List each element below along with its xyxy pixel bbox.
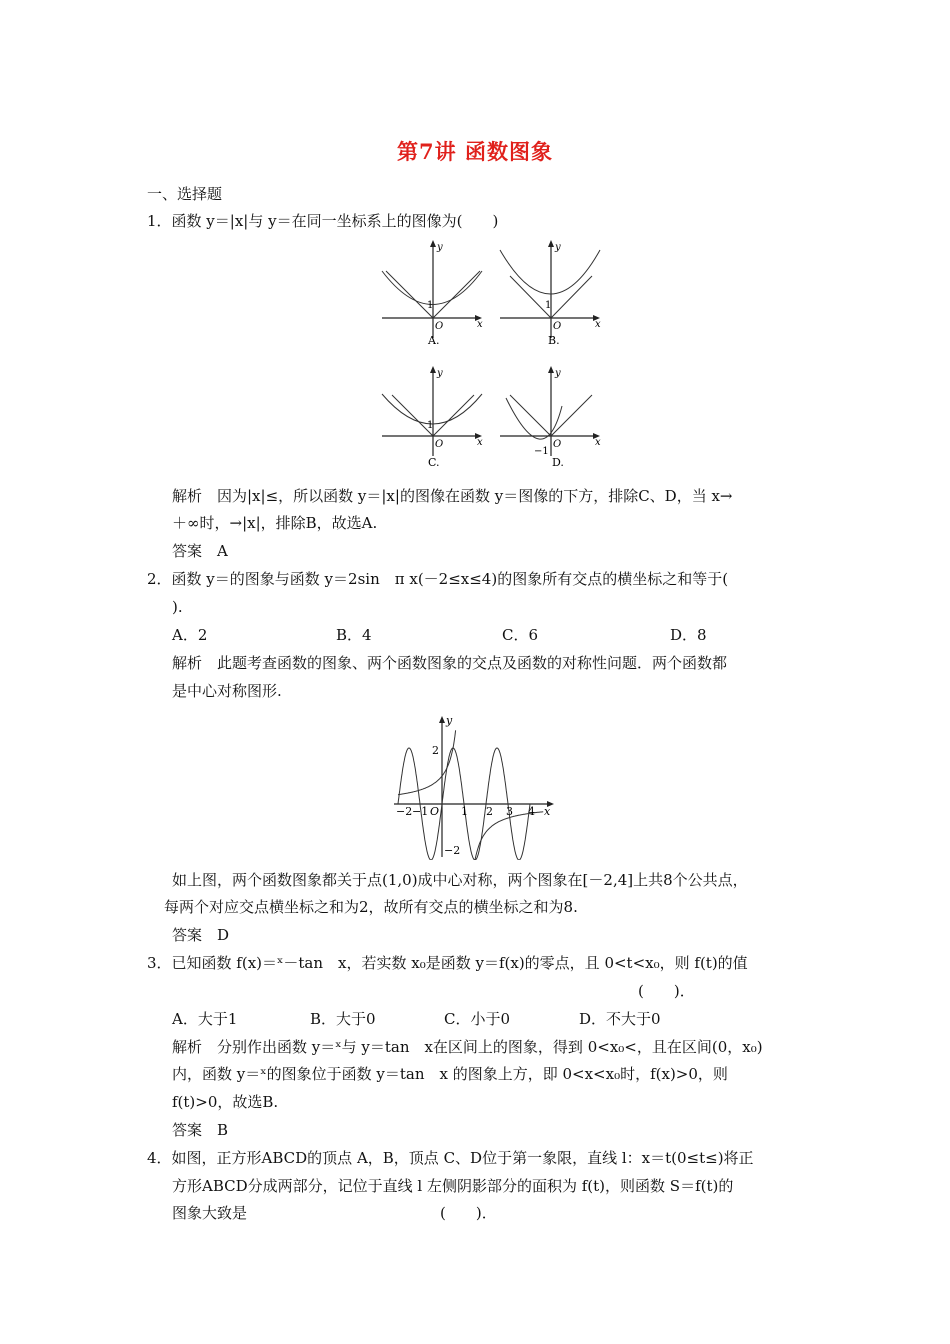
tick-label-neg2: −2: [444, 844, 461, 857]
q2-graph: [392, 712, 562, 860]
q1-graph-c: [378, 358, 488, 468]
q2-stem-line1: 2．函数 y＝的图象与函数 y＝2sin π x(－2≤x≤4)的图象所有交点的横坐标之和等于(: [147, 570, 729, 588]
page-title: 第7讲 函数图象: [397, 139, 553, 164]
x-tick-3: 3: [506, 805, 513, 818]
y-axis-label: y: [555, 242, 561, 253]
q2-option-c: C．6: [502, 626, 539, 644]
option-label: B.: [548, 334, 560, 347]
q3-stem-line2: ( )．: [638, 982, 695, 1000]
q1-analysis-line2: ＋∞时，→|x|，排除B，故选A.: [172, 514, 378, 532]
q2-analysis-line1: 解析 此题考查函数的图象、两个函数图象的交点及函数的对称性问题．两个函数都: [172, 654, 728, 672]
x-tick-2: 2: [486, 805, 493, 818]
origin-label: O: [435, 321, 444, 332]
q4-stem-line1: 4．如图，正方形ABCD的顶点 A，B，顶点 C、D位于第一象限，直线 l：x＝t(0≤t≤)将正: [147, 1149, 754, 1167]
x-tick-neg2: −2: [396, 805, 413, 818]
q3-answer: 答案 B: [172, 1121, 229, 1139]
y-axis-label: y: [555, 368, 561, 379]
q2-option-a: A．2: [172, 626, 208, 644]
tick-label: −1: [534, 446, 549, 457]
q3-option-d: D．不大于0: [579, 1010, 661, 1028]
q3-option-a: A．大于1: [172, 1010, 238, 1028]
q1-analysis-line1: 解析 因为|x|≤，所以函数 y＝|x|的图像在函数 y＝图像的下方，排除C、D，当 x→: [172, 487, 733, 505]
y-axis-label: y: [437, 368, 443, 379]
q2-after-line2: 每两个对应交点横坐标之和为2，故所有交点的横坐标之和为8.: [164, 898, 578, 916]
tick-label: 1: [427, 420, 434, 431]
q2-option-d: D．8: [670, 626, 707, 644]
q2-stem-line2: ).: [172, 598, 183, 616]
q1-graph-d: [496, 358, 606, 468]
q3-option-c: C．小于0: [444, 1010, 511, 1028]
q2-after-line1: 如上图，两个函数图象都关于点(1,0)成中心对称，两个图象在[－2,4]上共8个公共点，: [172, 871, 748, 889]
x-axis-label: x: [477, 319, 483, 330]
q4-stem-line3: 图象大致是: [172, 1204, 248, 1222]
q1-stem: 1．函数 y＝|x|与 y＝在同一坐标系上的图像为( ): [147, 212, 499, 230]
origin-label: O: [553, 439, 562, 450]
q2-analysis-line2: 是中心对称图形.: [172, 682, 282, 700]
option-label: C.: [428, 456, 440, 468]
x-axis-label: x: [477, 437, 483, 448]
q3-analysis-line2: 内，函数 y＝ˣ的图象位于函数 y＝tan x 的图象上方，即 0<x<x₀时，f(x)>0，则: [172, 1065, 728, 1083]
x-tick-1: 1: [461, 805, 468, 818]
q2-option-b: B．4: [336, 626, 372, 644]
origin-label: O: [435, 439, 444, 450]
q3-option-b: B．大于0: [310, 1010, 376, 1028]
q1-answer: 答案 A: [172, 542, 228, 560]
section-heading: 一、选择题: [147, 185, 223, 203]
y-axis-label: y: [446, 714, 453, 727]
y-axis-label: y: [437, 242, 443, 253]
q1-graph-b: [496, 238, 606, 348]
x-axis-label: x: [544, 805, 551, 818]
tick-label-2: 2: [432, 744, 439, 757]
origin-label: O: [553, 321, 562, 332]
q3-analysis-line3: f(t)>0，故选B.: [172, 1093, 279, 1111]
q4-answer-paren: ( )．: [440, 1204, 497, 1222]
tick-label: 1: [545, 300, 552, 311]
q1-graph-a: [378, 238, 488, 348]
q3-analysis-line1: 解析 分别作出函数 y＝ˣ与 y＝tan x在区间上的图象，得到 0<x₀<，且在区间(0，x₀): [172, 1038, 763, 1056]
x-axis-label: x: [595, 437, 601, 448]
q4-stem-line2: 方形ABCD分成两部分，记位于直线 l 左侧阴影部分的面积为 f(t)，则函数 S＝f(t)的: [172, 1177, 734, 1195]
q3-stem-line1: 3．已知函数 f(x)＝ˣ－tan x，若实数 x₀是函数 y＝f(x)的零点，且 0<t<x₀，则 f(t)的值: [147, 954, 748, 972]
tick-label: 1: [427, 300, 434, 311]
x-axis-label: x: [595, 319, 601, 330]
x-tick-4: 4: [528, 805, 535, 818]
option-label: A.: [428, 334, 440, 347]
q2-answer: 答案 D: [172, 926, 230, 944]
x-tick-neg1: −1: [412, 805, 429, 818]
origin-label: O: [430, 805, 440, 818]
option-label: D.: [552, 456, 564, 468]
